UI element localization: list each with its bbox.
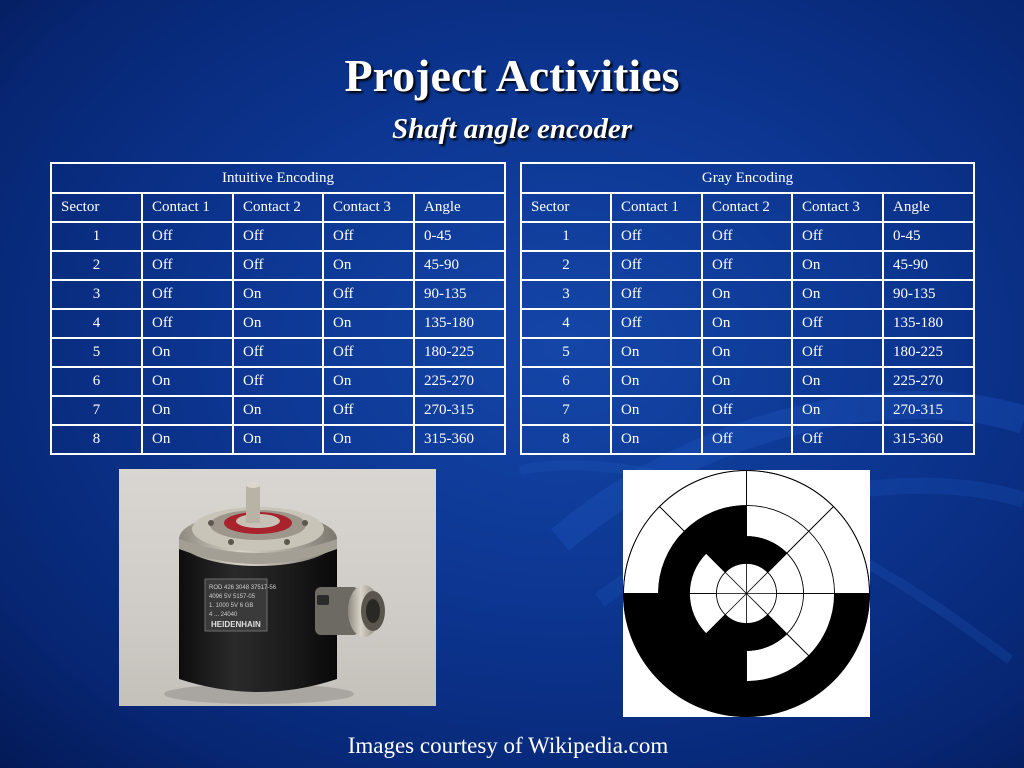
table-row <box>521 280 974 309</box>
table-row <box>521 367 974 396</box>
angle-cell: 90-135 <box>883 280 974 309</box>
table-row <box>521 425 974 454</box>
brand-label: HEIDENHAIN <box>211 620 261 629</box>
contact-1-cell: Off <box>142 309 233 338</box>
column-header-contact-2: Contact 2 <box>233 193 323 222</box>
sector-cell: 3 <box>51 280 142 309</box>
contact-3-cell: Off <box>323 338 414 367</box>
angle-cell: 180-225 <box>883 338 974 367</box>
table-row <box>51 280 505 309</box>
angle-cell: 0-45 <box>414 222 505 251</box>
label-line-3: 1. 1000 5V 6 GB <box>209 603 254 609</box>
contact-1-cell: On <box>611 425 702 454</box>
rotary-encoder-photo <box>119 469 436 706</box>
sector-cell: 6 <box>521 367 611 396</box>
contact-2-cell: On <box>702 367 792 396</box>
contact-2-cell: Off <box>233 222 323 251</box>
column-header-contact-3: Contact 3 <box>323 193 414 222</box>
contact-3-cell: Off <box>792 425 883 454</box>
gray-encoding-table <box>520 162 975 455</box>
image-credit: Images courtesy of Wikipedia.com <box>347 733 669 758</box>
sector-cell: 6 <box>51 367 142 396</box>
angle-cell: 135-180 <box>883 309 974 338</box>
contact-1-cell: Off <box>611 251 702 280</box>
contact-3-cell: Off <box>323 222 414 251</box>
contact-3-cell: Off <box>792 338 883 367</box>
contact-3-cell: On <box>792 280 883 309</box>
sector-cell: 4 <box>521 309 611 338</box>
angle-cell: 225-270 <box>883 367 974 396</box>
contact-1-cell: On <box>611 367 702 396</box>
contact-2-cell: Off <box>702 396 792 425</box>
table-row <box>521 309 974 338</box>
contact-2-cell: On <box>233 396 323 425</box>
contact-1-cell: On <box>142 367 233 396</box>
contact-1-cell: On <box>142 425 233 454</box>
column-header-sector: Sector <box>521 193 611 222</box>
column-header-angle: Angle <box>883 193 974 222</box>
angle-cell: 270-315 <box>414 396 505 425</box>
contact-3-cell: Off <box>323 396 414 425</box>
sector-cell: 3 <box>521 280 611 309</box>
angle-cell: 0-45 <box>883 222 974 251</box>
table-row <box>521 338 974 367</box>
contact-1-cell: On <box>611 396 702 425</box>
column-header-contact-1: Contact 1 <box>611 193 702 222</box>
contact-3-cell: On <box>323 251 414 280</box>
table-header-row <box>51 193 505 222</box>
table-row <box>521 222 974 251</box>
sector-cell: 2 <box>51 251 142 280</box>
sector-cell: 8 <box>51 425 142 454</box>
sector-cell: 7 <box>521 396 611 425</box>
sector-cell: 2 <box>521 251 611 280</box>
column-header-angle: Angle <box>414 193 505 222</box>
column-header-contact-2: Contact 2 <box>702 193 792 222</box>
contact-3-cell: On <box>792 251 883 280</box>
intuitive-encoding-table <box>50 162 506 455</box>
contact-3-cell: On <box>323 425 414 454</box>
table-caption-row <box>51 163 505 193</box>
contact-1-cell: Off <box>611 280 702 309</box>
contact-3-cell: On <box>323 309 414 338</box>
contact-3-cell: Off <box>792 222 883 251</box>
table-row <box>51 425 505 454</box>
contact-2-cell: On <box>233 425 323 454</box>
contact-2-cell: Off <box>702 222 792 251</box>
table-caption: Intuitive Encoding <box>51 163 505 193</box>
table-row <box>51 222 505 251</box>
contact-3-cell: On <box>792 396 883 425</box>
contact-1-cell: On <box>611 338 702 367</box>
column-header-sector: Sector <box>51 193 142 222</box>
angle-cell: 315-360 <box>883 425 974 454</box>
column-header-contact-3: Contact 3 <box>792 193 883 222</box>
contact-2-cell: On <box>233 280 323 309</box>
contact-2-cell: Off <box>702 425 792 454</box>
table-caption-row <box>521 163 974 193</box>
sector-cell: 7 <box>51 396 142 425</box>
contact-3-cell: On <box>792 367 883 396</box>
angle-cell: 270-315 <box>883 396 974 425</box>
table-caption: Gray Encoding <box>521 163 974 193</box>
angle-cell: 45-90 <box>883 251 974 280</box>
table-row <box>521 251 974 280</box>
sector-cell: 5 <box>521 338 611 367</box>
angle-cell: 315-360 <box>414 425 505 454</box>
table-row <box>51 338 505 367</box>
label-line-1: ROD 426 3048 37517-56 <box>209 585 277 591</box>
sector-cell: 5 <box>51 338 142 367</box>
slide-title: Project Activities <box>344 50 680 101</box>
contact-1-cell: Off <box>611 309 702 338</box>
sector-cell: 4 <box>51 309 142 338</box>
contact-1-cell: Off <box>611 222 702 251</box>
contact-3-cell: Off <box>792 309 883 338</box>
gray-code-disk <box>623 470 870 717</box>
contact-2-cell: Off <box>233 251 323 280</box>
contact-2-cell: Off <box>233 338 323 367</box>
contact-2-cell: Off <box>233 367 323 396</box>
angle-cell: 180-225 <box>414 338 505 367</box>
slide-subtitle: Shaft angle encoder <box>391 113 633 145</box>
contact-2-cell: Off <box>702 251 792 280</box>
angle-cell: 45-90 <box>414 251 505 280</box>
contact-2-cell: On <box>702 280 792 309</box>
contact-1-cell: Off <box>142 251 233 280</box>
contact-3-cell: Off <box>323 280 414 309</box>
column-header-contact-1: Contact 1 <box>142 193 233 222</box>
contact-2-cell: On <box>702 309 792 338</box>
sector-cell: 8 <box>521 425 611 454</box>
contact-2-cell: On <box>233 309 323 338</box>
contact-2-cell: On <box>702 338 792 367</box>
table-row <box>51 396 505 425</box>
contact-1-cell: On <box>142 338 233 367</box>
angle-cell: 225-270 <box>414 367 505 396</box>
table-row <box>521 396 974 425</box>
sector-cell: 1 <box>521 222 611 251</box>
label-line-4: 4 ... 24040 <box>209 612 238 618</box>
table-header-row <box>521 193 974 222</box>
contact-1-cell: Off <box>142 222 233 251</box>
encoder-illustration <box>119 469 436 706</box>
label-line-2: 4096 5V 5157-05 <box>209 594 256 600</box>
sector-cell: 1 <box>51 222 142 251</box>
contact-3-cell: On <box>323 367 414 396</box>
contact-1-cell: Off <box>142 280 233 309</box>
table-row <box>51 367 505 396</box>
gray-code-disk-image <box>623 470 870 717</box>
angle-cell: 90-135 <box>414 280 505 309</box>
table-row <box>51 309 505 338</box>
table-row <box>51 251 505 280</box>
angle-cell: 135-180 <box>414 309 505 338</box>
contact-1-cell: On <box>142 396 233 425</box>
